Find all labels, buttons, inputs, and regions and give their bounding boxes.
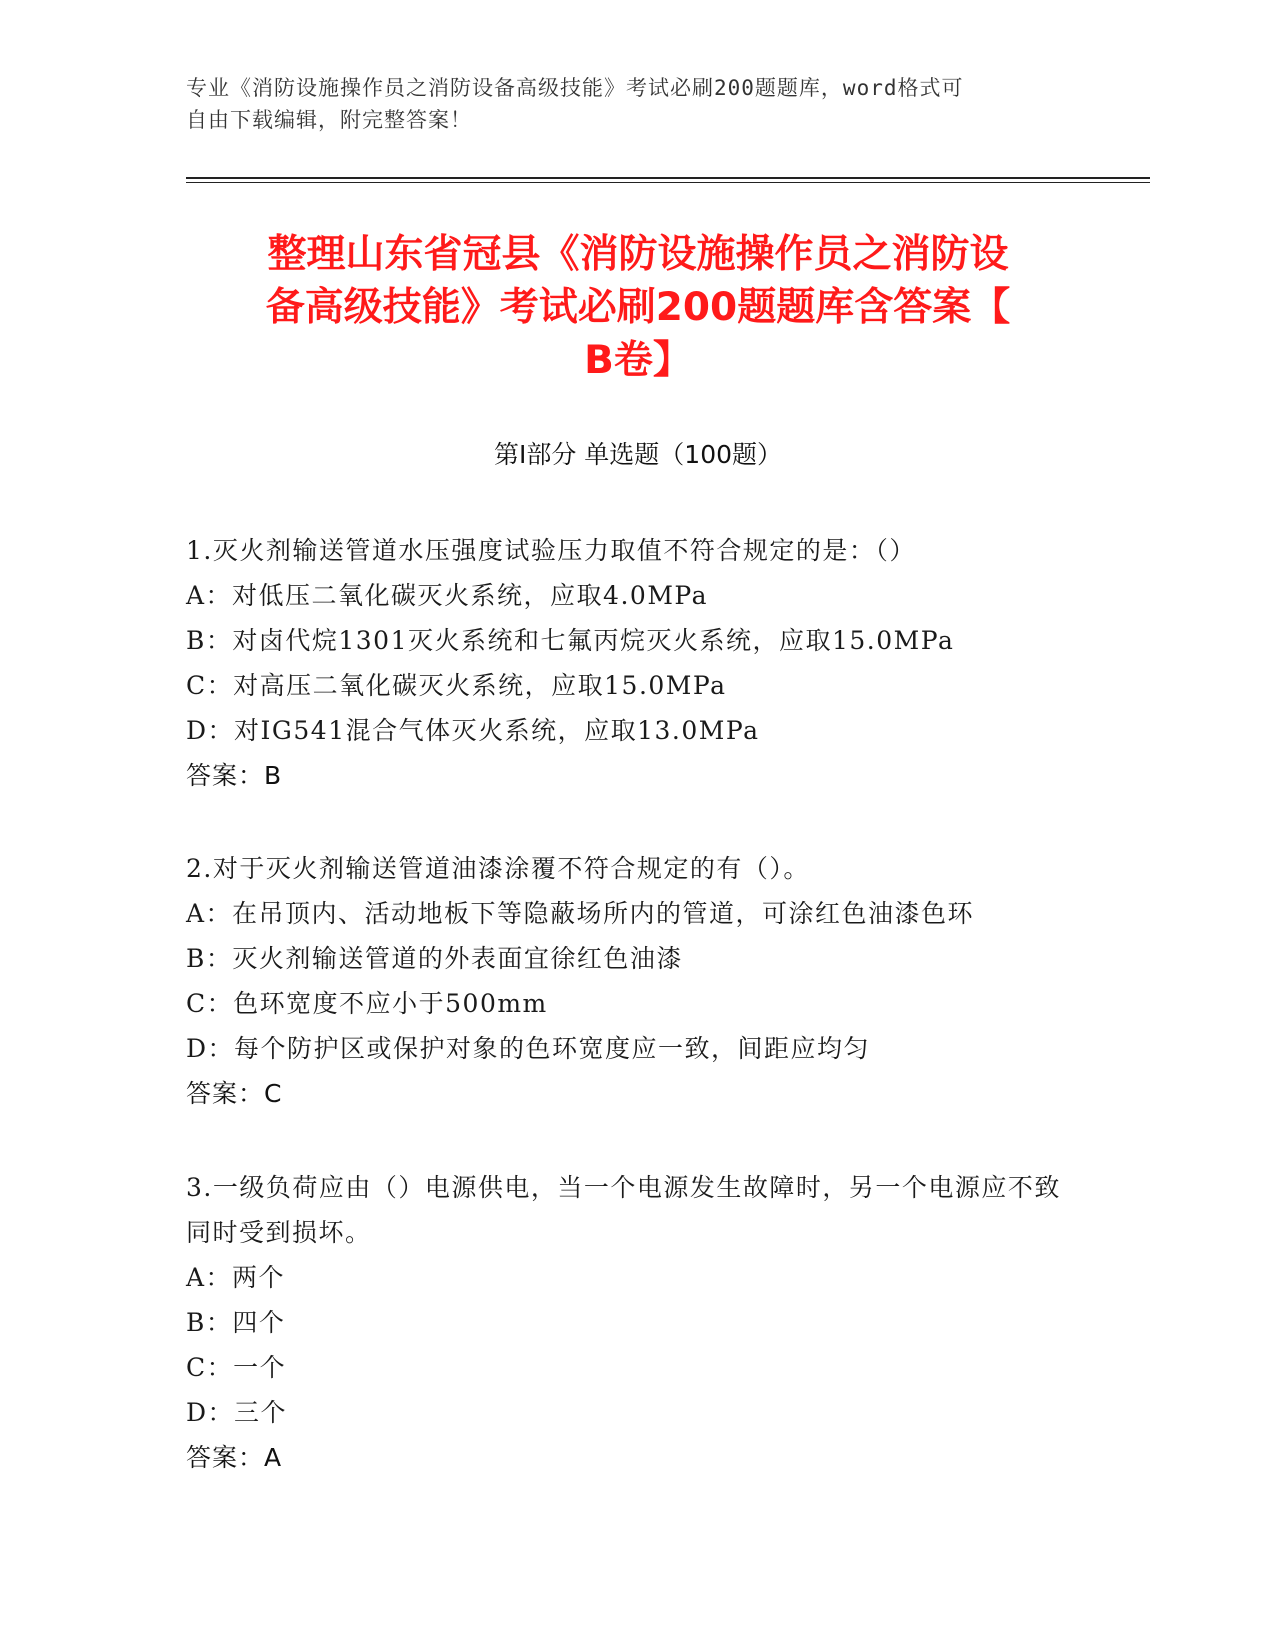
option-c: C：对高压二氧化碳灭火系统，应取15.0MPa	[186, 671, 727, 700]
answer-line: 答案：C	[186, 1079, 283, 1108]
header-note-line-2: 自由下载编辑，附完整答案！	[186, 108, 472, 132]
question-stem: 2.对于灭火剂输送管道油漆涂覆不符合规定的有（）。	[186, 854, 810, 883]
header-divider-thick	[186, 177, 1150, 179]
option-c: C：一个	[186, 1353, 287, 1382]
question-stem: 3.一级负荷应由（）电源供电，当一个电源发生故障时，另一个电源应不致同时受到损坏。	[186, 1173, 1061, 1247]
document-title-line-3: B卷】	[584, 338, 692, 383]
answer-line: 答案：A	[186, 1443, 283, 1472]
option-b: B：对卤代烷1301灭火系统和七氟丙烷灭火系统，应取15.0MPa	[186, 626, 955, 655]
answer-line: 答案：B	[186, 761, 283, 790]
option-c: C：色环宽度不应小于500mm	[186, 989, 548, 1018]
document-title-line-2: 备高级技能》考试必刷200题题库含答案【	[265, 285, 1011, 330]
document-title	[186, 228, 1090, 387]
header-divider-thin	[186, 182, 1150, 183]
header-note	[186, 72, 1066, 136]
section-heading: 第Ⅰ部分 单选题（100题）	[493, 440, 783, 469]
header-note-line-1: 专业《消防设施操作员之消防设备高级技能》考试必刷200题题库，word格式可	[186, 76, 964, 100]
document-title-line-1: 整理山东省冠县《消防设施操作员之消防设	[267, 232, 1009, 277]
option-d: D：对IG541混合气体灭火系统，应取13.0MPa	[186, 716, 760, 745]
option-d: D：每个防护区或保护对象的色环宽度应一致，间距应均匀	[186, 1034, 871, 1063]
option-b: B：四个	[186, 1308, 286, 1337]
question-block	[186, 528, 1086, 798]
option-a: A：在吊顶内、活动地板下等隐蔽场所内的管道，可涂红色油漆色环	[186, 899, 975, 928]
option-d: D：三个	[186, 1398, 288, 1427]
option-a: A：两个	[186, 1263, 286, 1292]
option-a: A：对低压二氧化碳灭火系统，应取4.0MPa	[186, 581, 709, 610]
question-block	[186, 846, 1086, 1116]
question-stem: 1.灭火剂输送管道水压强度试验压力取值不符合规定的是：（）	[186, 536, 916, 565]
question-block	[186, 1165, 1086, 1480]
option-b: B：灭火剂输送管道的外表面宜徐红色油漆	[186, 944, 683, 973]
